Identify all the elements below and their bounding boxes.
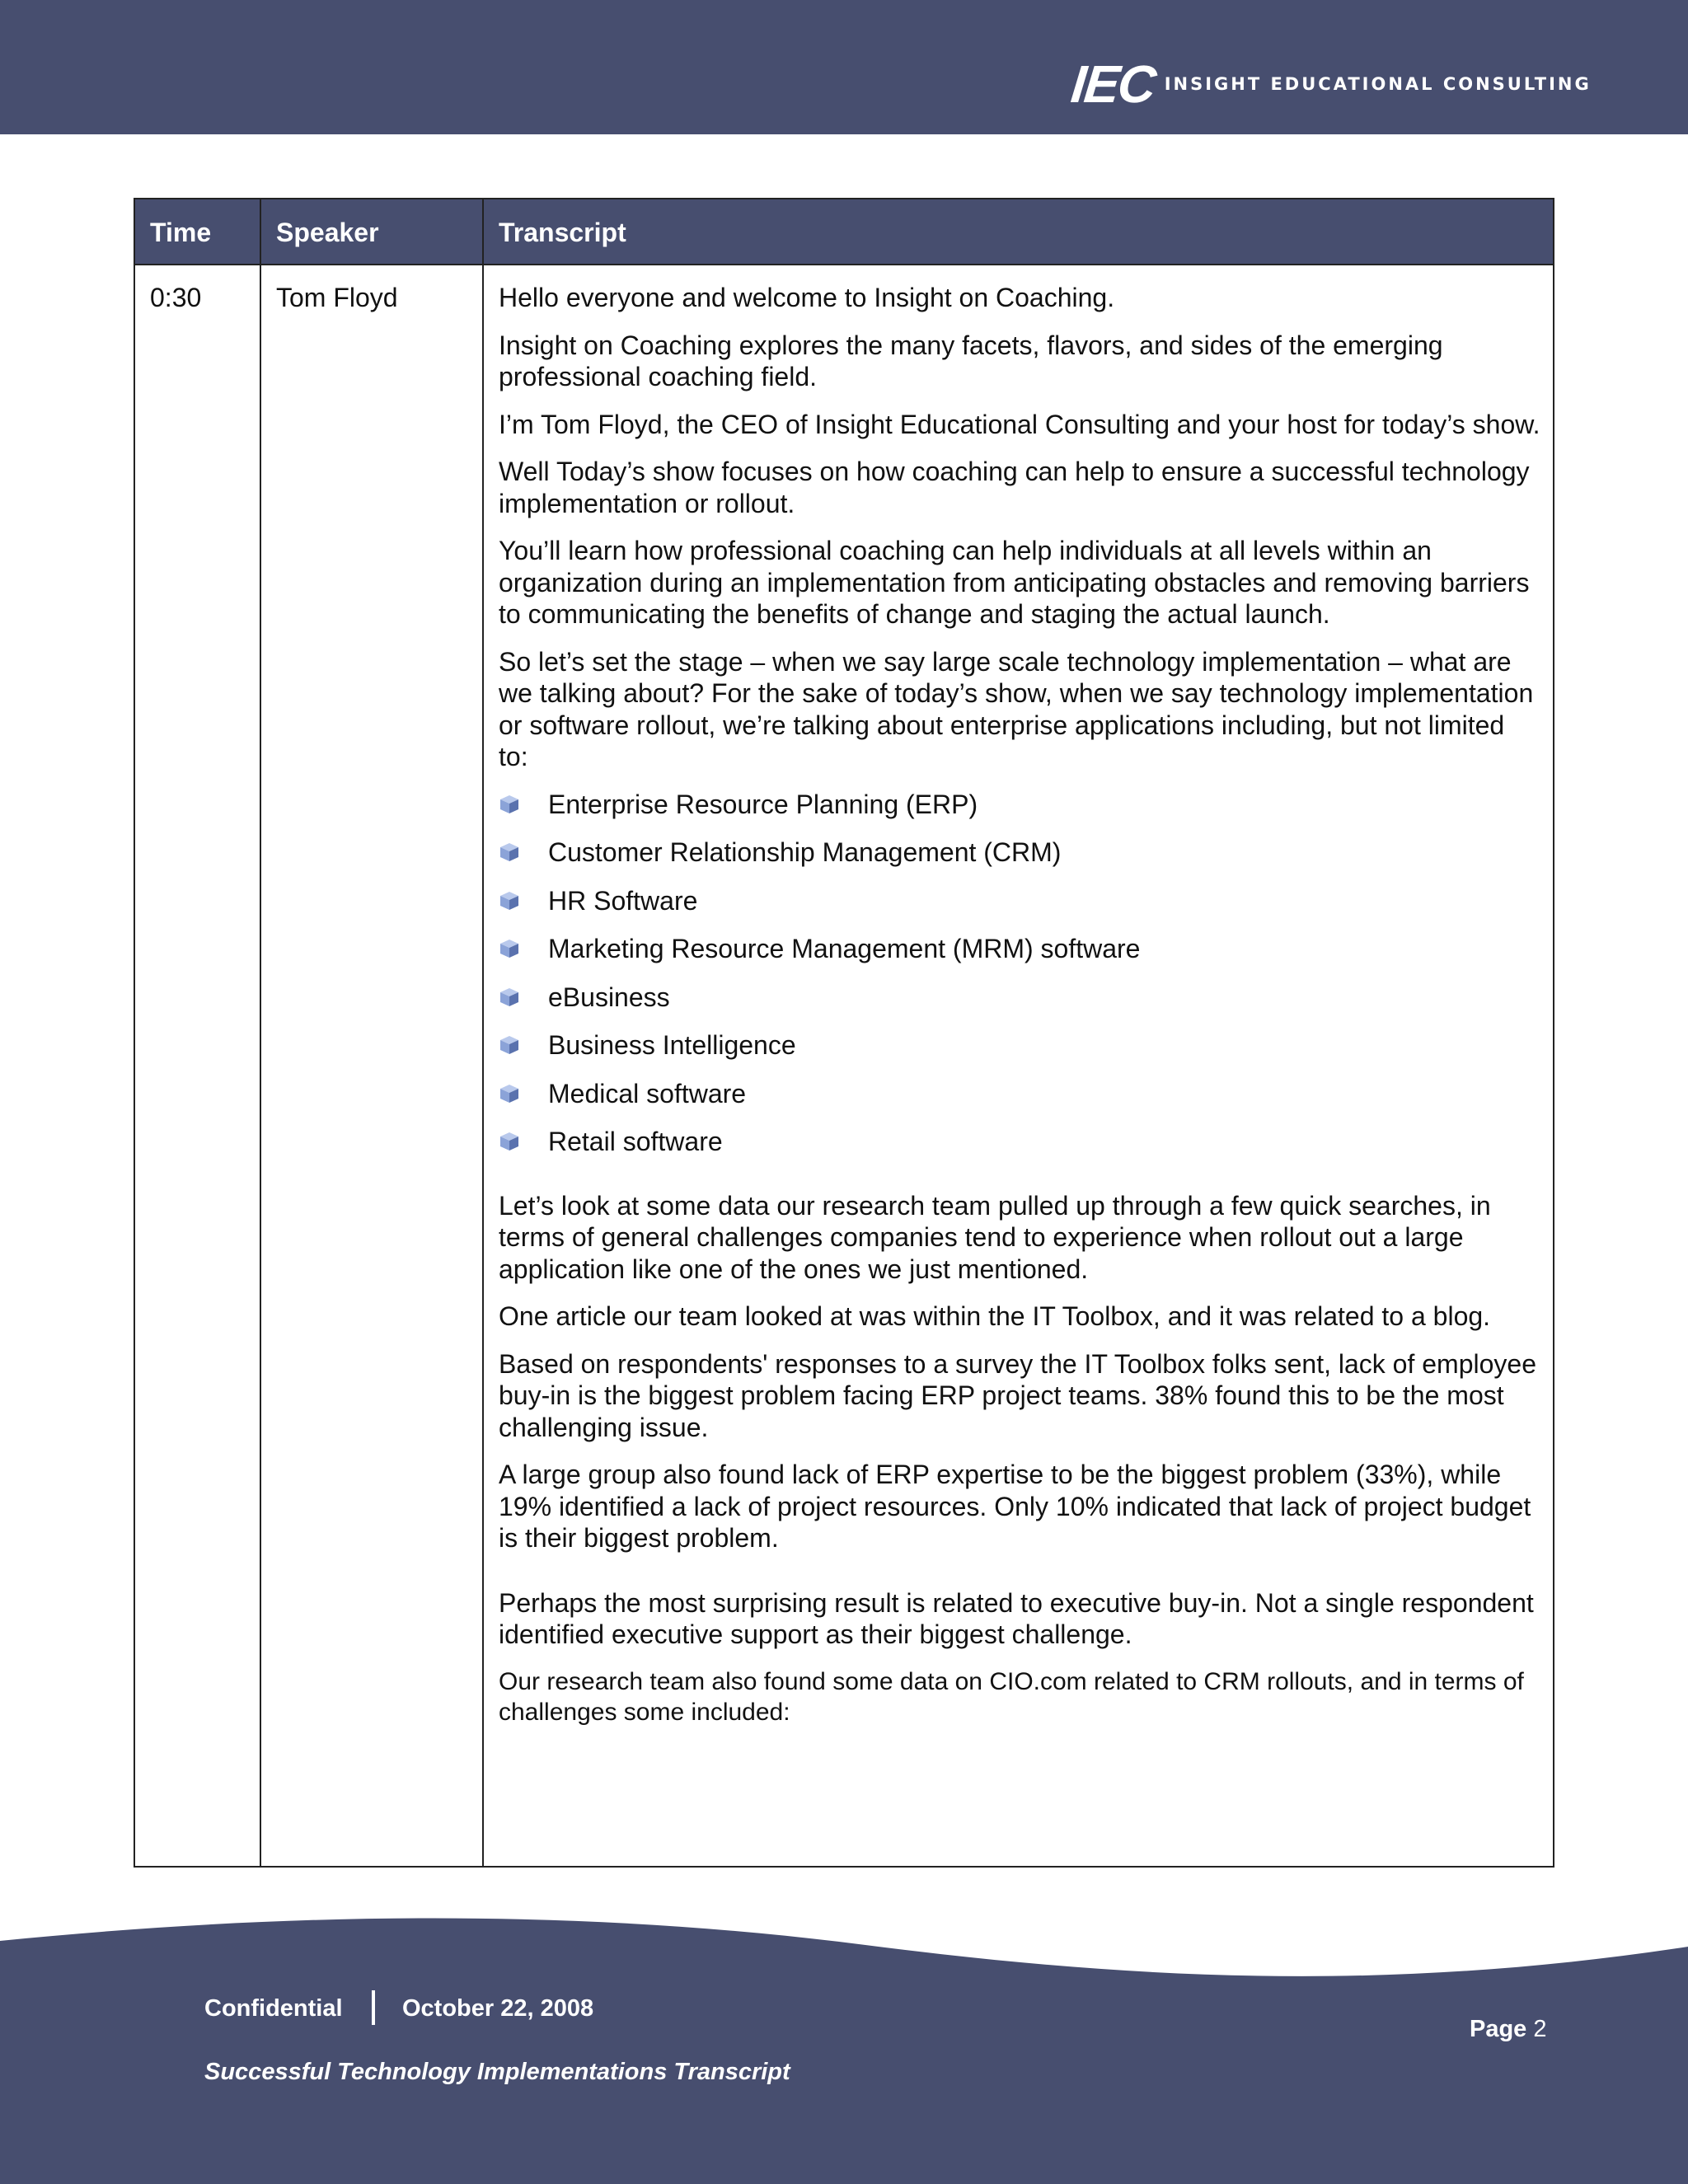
list-item-label: Customer Relationship Management (CRM) xyxy=(548,837,1062,867)
transcript-paragraph: One article our team looked at was within the IT Toolbox, and it was related to a blog. xyxy=(499,1301,1491,1331)
list-item-label: Retail software xyxy=(548,1127,723,1156)
column-header-speaker: Speaker xyxy=(276,218,379,247)
cube-bullet-icon xyxy=(499,890,520,912)
header-band xyxy=(0,0,1688,134)
transcript-paragraph: Our research team also found some data on CIO.com related to CRM rollouts, and in terms of challenges some included: xyxy=(499,1667,1524,1726)
cube-bullet-icon xyxy=(499,841,520,863)
column-header-time: Time xyxy=(150,218,212,247)
list-item-label: eBusiness xyxy=(548,982,670,1012)
footer-wave xyxy=(0,1912,1688,2184)
column-divider xyxy=(482,199,484,1866)
transcript-paragraph: Let’s look at some data our research team pulled up through a few quick searches, in terms of general challenges companies tend to experience when rollout out a large application like one of the ones we just mentioned. xyxy=(499,1190,1491,1284)
transcript-paragraph: You’ll learn how professional coaching can help individuals at all levels within an organization during an implementation from anticipating obstacles and removing barriers to communicating the benefits of change and staging the actual launch. xyxy=(499,536,1530,629)
speaker-cell: Tom Floyd xyxy=(276,283,398,312)
cube-bullet-icon xyxy=(499,1083,520,1104)
transcript-paragraph: Insight on Coaching explores the many facets, flavors, and sides of the emerging professional coaching field. xyxy=(499,330,1443,391)
transcript-paragraph: So let’s set the stage – when we say large scale technology implementation – what are we talking about? For the sake of today’s show, when we say technology implementation or software rollout, we’re talking about enterprise applications including, but not limited to: xyxy=(499,646,1534,771)
list-item-label: Medical software xyxy=(548,1078,747,1108)
list-item xyxy=(499,1126,1540,1174)
cube-bullet-icon xyxy=(499,1034,520,1056)
application-list xyxy=(499,789,1540,1174)
list-item xyxy=(499,1078,1540,1127)
cube-bullet-icon xyxy=(499,987,520,1008)
footer-confidential: Confidential xyxy=(204,1995,343,2022)
list-item xyxy=(499,885,1540,934)
table-header-row xyxy=(135,199,1553,265)
cube-bullet-icon xyxy=(499,1131,520,1152)
list-item xyxy=(499,1029,1540,1078)
transcript-paragraph: Perhaps the most surprising result is related to executive buy-in. Not a single respondent identified executive support as their biggest challenge. xyxy=(499,1587,1534,1649)
transcript-paragraph: Well Today’s show focuses on how coaching can help to ensure a successful technology implementation or rollout. xyxy=(499,457,1530,518)
cube-bullet-icon xyxy=(499,938,520,959)
list-item-label: HR Software xyxy=(548,885,698,916)
transcript-cell xyxy=(499,282,1540,1743)
transcript-table xyxy=(134,198,1554,1868)
cube-bullet-icon xyxy=(499,794,520,815)
transcript-paragraph: Based on respondents' responses to a survey the IT Toolbox folks sent, lack of employee buy-in is the biggest problem facing ERP project teams. 38% found this to be the most challenging issue. xyxy=(499,1348,1536,1442)
logo-mark: IEC xyxy=(1068,54,1158,114)
footer-divider xyxy=(372,1990,375,2025)
list-item xyxy=(499,789,1540,837)
list-item-label: Business Intelligence xyxy=(548,1030,796,1060)
transcript-paragraph: I’m Tom Floyd, the CEO of Insight Educational Consulting and your host for today’s show. xyxy=(499,409,1540,439)
column-header-transcript: Transcript xyxy=(499,218,626,247)
logo-text: INSIGHT EDUCATIONAL CONSULTING xyxy=(1164,74,1592,94)
footer-document-title: Successful Technology Implementations Transcript xyxy=(204,2059,790,2085)
time-cell: 0:30 xyxy=(150,283,202,312)
page-number: 2 xyxy=(1533,2016,1547,2042)
footer-page-indicator xyxy=(1470,2016,1547,2043)
transcript-paragraph: Hello everyone and welcome to Insight on Coaching. xyxy=(499,283,1115,312)
page-label: Page xyxy=(1470,2016,1527,2042)
list-item xyxy=(499,837,1540,885)
footer-date: October 22, 2008 xyxy=(402,1995,594,2022)
column-divider xyxy=(260,199,261,1866)
list-item xyxy=(499,982,1540,1030)
company-logo xyxy=(1068,54,1592,114)
list-item-label: Enterprise Resource Planning (ERP) xyxy=(548,789,978,819)
transcript-paragraph: A large group also found lack of ERP expertise to be the biggest problem (33%), while 19% identified a lack of project resources. Only 10% indicated that lack of project budget is their biggest problem. xyxy=(499,1460,1531,1553)
list-item xyxy=(499,933,1540,982)
list-item-label: Marketing Resource Management (MRM) software xyxy=(548,934,1141,963)
